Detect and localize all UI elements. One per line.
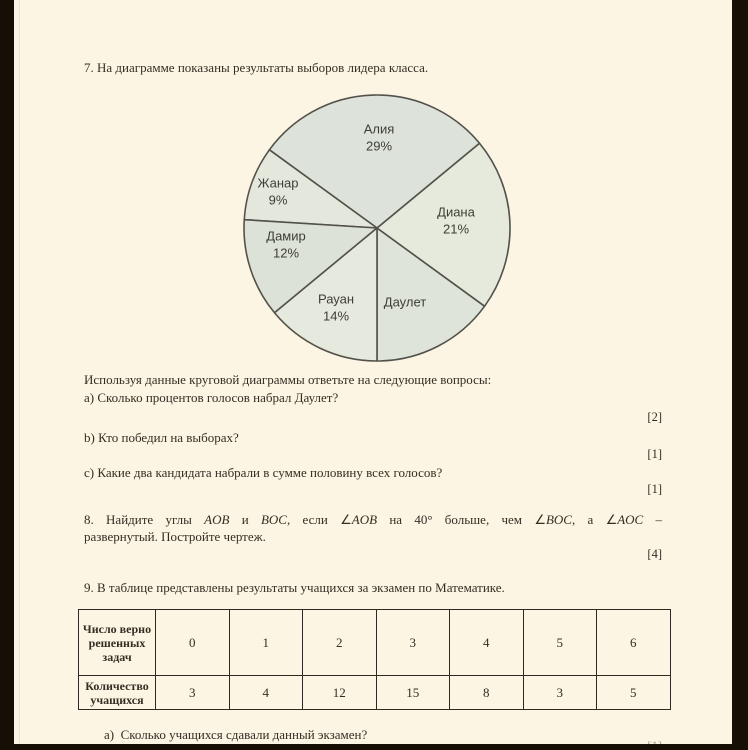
table-cell: 0 bbox=[156, 610, 230, 676]
math-variable: AOC bbox=[617, 512, 644, 527]
math-variable: AOB bbox=[204, 512, 230, 527]
mark-problem8: [4] bbox=[647, 547, 662, 561]
pie-label-5: 12% bbox=[272, 245, 300, 261]
mark-question-a: [2] bbox=[647, 410, 662, 424]
table-cell: 3 bbox=[523, 676, 597, 710]
bezel-left bbox=[0, 0, 14, 750]
table-cell: 5 bbox=[597, 676, 671, 710]
pie-label-6: 14% bbox=[322, 308, 350, 324]
table-cell: 4 bbox=[450, 610, 524, 676]
text-segment: , а bbox=[571, 512, 606, 527]
pie-label-2: Диана bbox=[437, 204, 475, 220]
table-cell: 2 bbox=[303, 610, 377, 676]
problem9-title: 9. В таблице представлены результаты учащихся за экзамен по Математике. bbox=[84, 580, 505, 595]
mark-question-c: [1] bbox=[647, 482, 662, 496]
table-cell: 3 bbox=[376, 610, 450, 676]
math-variable: AOB bbox=[351, 512, 378, 527]
question-b: b) Кто победил на выборах? bbox=[84, 430, 239, 445]
table-header-students: Количество учащихся bbox=[79, 676, 156, 710]
math-variable: BOC bbox=[545, 512, 572, 527]
pie-label-4: Жанар bbox=[257, 175, 299, 191]
text-segment: ∠ bbox=[340, 512, 352, 527]
math-variable: BOC bbox=[260, 512, 287, 527]
problem8-line2: развернутый. Постройте чертеж. bbox=[84, 529, 266, 544]
table-row-tasks bbox=[79, 610, 671, 676]
table-cell: 3 bbox=[156, 676, 230, 710]
table-cell: 15 bbox=[376, 676, 450, 710]
pie-label-1: Даулет bbox=[383, 294, 427, 310]
results-table bbox=[78, 609, 671, 710]
table-cell: 6 bbox=[597, 610, 671, 676]
question-a: a) Сколько процентов голосов набрал Даулет? bbox=[84, 390, 339, 405]
pie-label-2: 21% bbox=[442, 221, 470, 237]
table-header-tasks: Число верно решенных задач bbox=[79, 610, 156, 676]
text-segment: ∠ bbox=[534, 512, 546, 527]
problem8-line1 bbox=[84, 511, 662, 528]
pie-label-6: Рауан bbox=[317, 291, 355, 307]
pie-label-5: Дамир bbox=[266, 228, 306, 244]
table-cell: 5 bbox=[523, 610, 597, 676]
question-c: c) Какие два кандидата набрали в сумме половину всех голосов? bbox=[84, 465, 443, 480]
table-row-students bbox=[79, 676, 671, 710]
page-edge-shadow bbox=[19, 0, 20, 750]
text-segment: , если bbox=[286, 512, 341, 527]
mark-question-b: [1] bbox=[647, 447, 662, 461]
pie-chart bbox=[240, 91, 514, 365]
bezel-right bbox=[732, 0, 748, 750]
table-cell: 12 bbox=[303, 676, 377, 710]
text-segment: 8. Найдите углы bbox=[84, 512, 205, 527]
text-segment: ∠ bbox=[605, 512, 618, 527]
problem7-intro: Используя данные круговой диаграммы ответьте на следующие вопросы: bbox=[84, 372, 492, 387]
text-segment: – bbox=[643, 512, 663, 527]
pie-label-3: Алия bbox=[363, 121, 395, 137]
table-cell: 8 bbox=[450, 676, 524, 710]
text-segment: и bbox=[229, 512, 261, 527]
bezel-bottom bbox=[0, 744, 748, 750]
problem7-title: 7. На диаграмме показаны результаты выборов лидера класса. bbox=[84, 60, 429, 75]
pie-label-3: 29% bbox=[365, 138, 393, 154]
table-cell: 4 bbox=[229, 676, 303, 710]
table-cell: 1 bbox=[229, 610, 303, 676]
pie-label-4: 9% bbox=[268, 192, 288, 208]
problem9-question-a: а) Сколько учащихся сдавали данный экзамен? bbox=[104, 727, 368, 742]
text-segment: на 40° больше, чем bbox=[377, 512, 535, 527]
